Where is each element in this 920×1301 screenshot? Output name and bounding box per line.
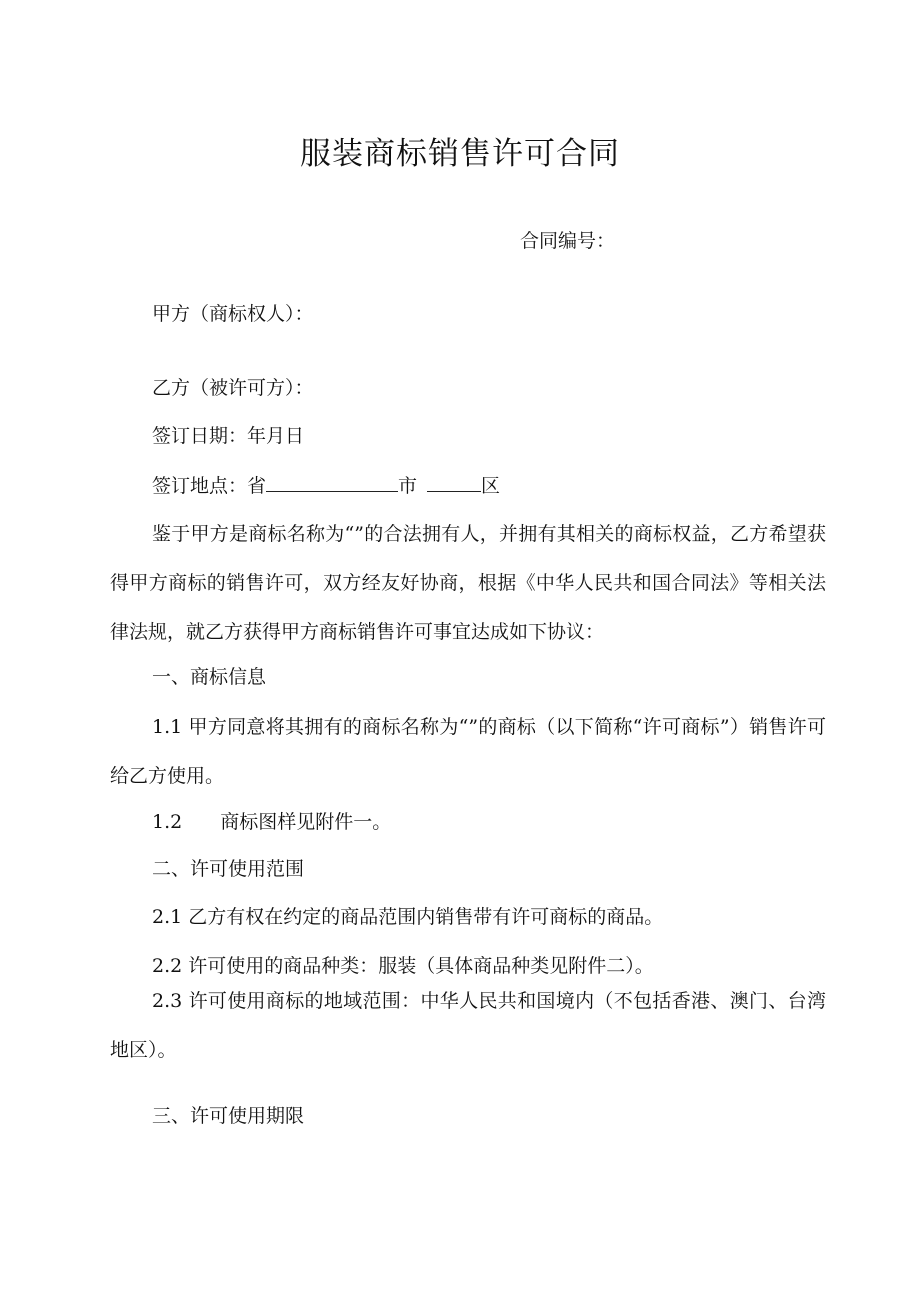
- document-title: 服装商标销售许可合同: [300, 136, 620, 172]
- sign-place-district: 区: [481, 475, 501, 497]
- clause-2-3: 2.3 许可使用商标的地域范围：中华人民共和国境内（不包括香港、澳门、台湾地区）。: [110, 990, 826, 1061]
- sign-place-city: 市: [398, 475, 418, 497]
- section-2-heading: 二、许可使用范围: [152, 858, 305, 880]
- clause-1-2-number: 1.2: [152, 811, 183, 833]
- sign-date: 签订日期：年月日: [152, 425, 305, 447]
- clause-2-1: 2.1 乙方有权在约定的商品范围内销售带有许可商标的商品。: [152, 906, 664, 928]
- intro-paragraph: 鉴于甲方是商标名称为“”的合法拥有人，并拥有其相关的商标权益，乙方希望获得甲方商标的销售许可，双方经友好协商，根据《中华人民共和国合同法》等相关法律法规，就乙方获得甲方商标销售许可事宜达成如下协议：: [110, 523, 826, 643]
- party-a-label: 甲方（商标权人）：: [152, 303, 314, 325]
- clause-2-2: 2.2 许可使用的商品种类：服装（具体商品种类见附件二）。: [152, 955, 654, 977]
- sign-place-label: 签订地点：省: [152, 475, 267, 497]
- section-1-heading: 一、商标信息: [152, 666, 267, 688]
- contract-number-label: 合同编号：: [520, 230, 616, 252]
- clause-1-2: [152, 810, 391, 834]
- clause-1-2-text: 商标图样见附件一。: [220, 811, 392, 833]
- party-b-label: 乙方（被许可方）：: [152, 377, 314, 399]
- clause-1-1: 1.1 甲方同意将其拥有的商标名称为“”的商标（以下简称“许可商标”）销售许可给乙方使用。: [110, 716, 826, 787]
- province-blank: [266, 473, 398, 492]
- section-3-heading: 三、许可使用期限: [152, 1105, 305, 1127]
- district-blank: [427, 473, 481, 492]
- sign-place: [152, 473, 500, 498]
